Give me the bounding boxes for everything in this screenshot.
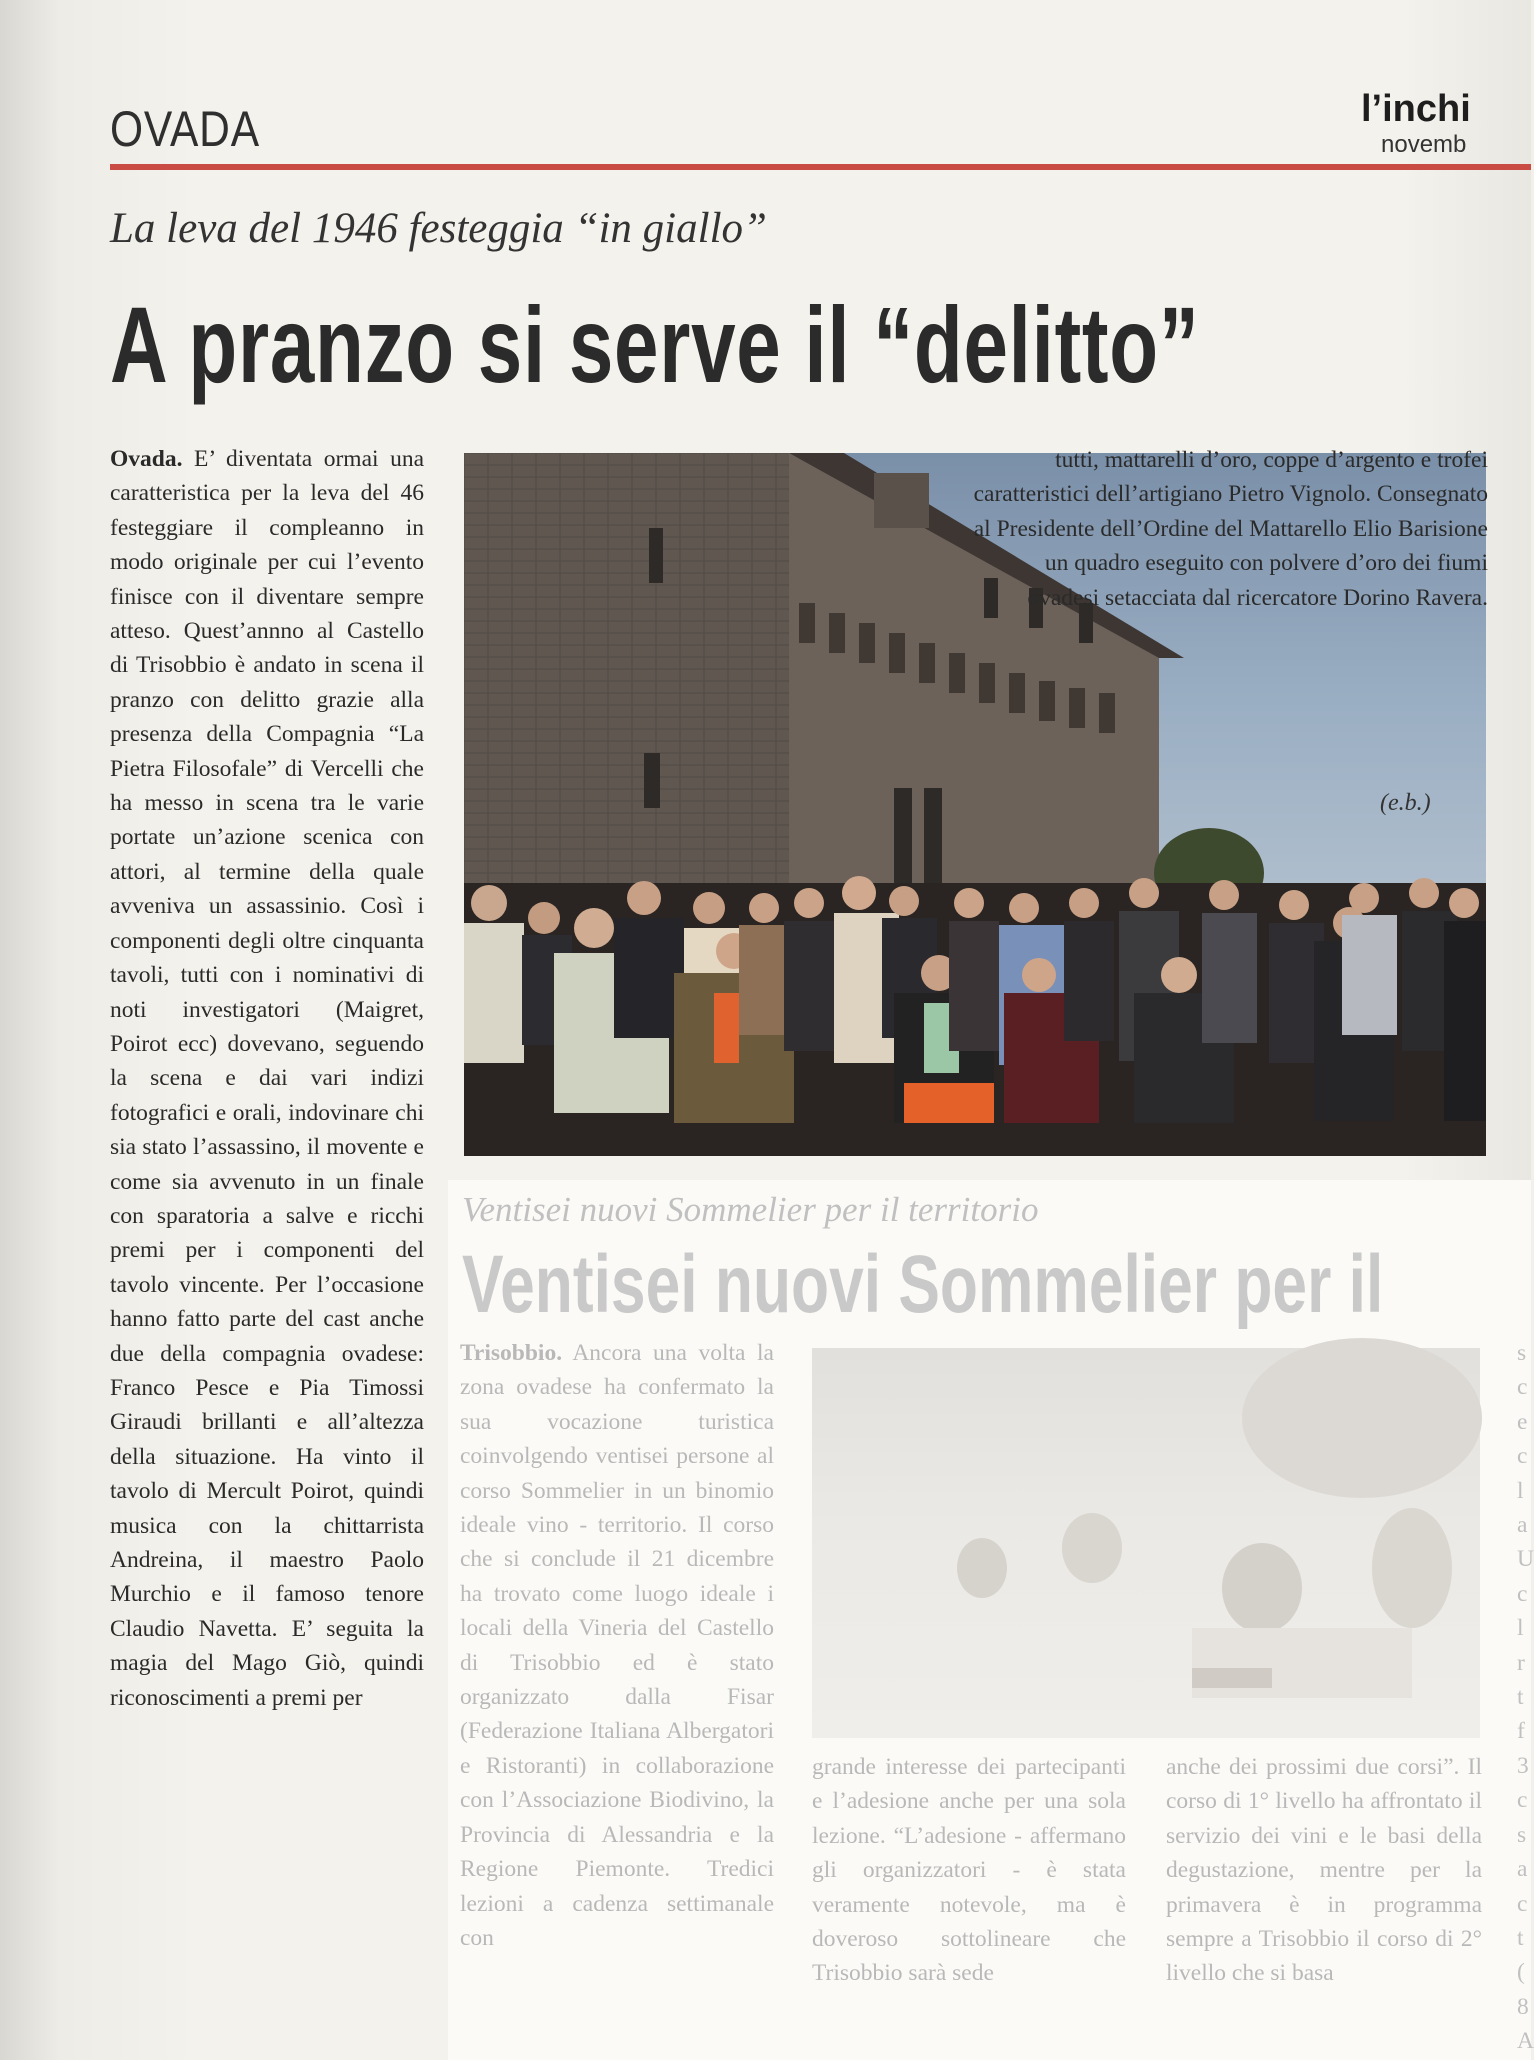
article1-signature: (e.b.) — [1380, 790, 1431, 816]
article1-body-left — [110, 442, 424, 1715]
article2-headline: Ventisei nuovi Sommelier per il — [462, 1239, 1384, 1330]
article2-column-1 — [460, 1336, 774, 1955]
article1-headline: A pranzo si serve il “delitto” — [110, 284, 1200, 405]
section-divider — [110, 164, 1531, 170]
article1-dateline: Ovada. — [110, 446, 183, 472]
article2-column-2: grande interesse dei partecipanti e l’adesione anche per una sola lezione. “L’adesione - affermano gli organizzatori - è stata veramente notevole, ma è doveroso sottolineare che Trisobbio sarà sede — [812, 1754, 1126, 1987]
article2-edge-text: s c e c l a U c l r t f 3 c s a c t ( 8 A — [1517, 1340, 1534, 2055]
sommelier-photo-drawing — [812, 1348, 1480, 1738]
article2-kicker: Ventisei nuovi Sommelier per il territorio — [462, 1190, 1039, 1229]
section-label: OVADA — [110, 101, 260, 157]
article1-body-left-text: E’ diventata ormai una caratteristica per la leva del 46 festeggiare il compleanno in modo originale per cui l’evento finisce con il diventare sempre atteso. Quest’annno al Castello di Trisobbio è andato in scena il pranzo con delitto grazie alla presenza della Compagnia “La Pietra Filosofale” di Vercelli che ha messo in scena tra le varie portate un’azione scenica con attori, al termine della quale avveniva un assassinio. Così i componenti degli oltre cinquanta tavoli, tutti con i nominativi di noti investigatori (Maigret, Poirot ecc) dovevano, seguendo la scena e dai vari indizi fotografici e orali, indovinare chi sia stato l’assassino, il movente e come sia avvenuto in un finale con sparatoria a salve e ricchi premi per i componenti del tavolo vincente. Per l’occasione hanno fatto parte del cast anche due della compagnia ovadese: Franco Pesce e Pia Timossi Giraudi brillanti e all’altezza della situazione. Ha vinto il tavolo di Mercult Poirot, quindi musica con la chittarrista Andreina, il maestro Paolo Murchio e il famoso tenore Claudio Navetta. E’ seguita la magia del Mago Giò, quindi riconoscimenti a premi per — [110, 446, 425, 1711]
masthead — [1331, 88, 1531, 159]
masthead-date: novemb — [1381, 131, 1467, 158]
article1-body-right: tutti, mattarelli d’oro, coppe d’argento e trofei caratteristici dell’artigiano Pietro Vignolo. Consegnato al Presidente dell’Ordine del Mattarello Elio Barisione un quadro eseguito con polvere d’oro dei fiumi ovadesi setacciata dal ricercatore Dorino Ravera. — [973, 447, 1488, 611]
masthead-name: l’inchi — [1361, 88, 1471, 130]
article2-column-3: anche dei prossimi due corsi”. Il corso di 1° livello ha affrontato il servizio dei vini e le basi della degustazione, mentre per la primavera è in programma sempre a Trisobbio il corso di 2° livello che si basa — [1166, 1754, 1482, 1987]
article1-kicker: La leva del 1946 festeggia “in giallo” — [110, 205, 767, 252]
article2-dateline: Trisobbio. — [460, 1340, 563, 1366]
article2-column-1-text: Ancora una volta la zona ovadese ha confermato la sua vocazione turistica coinvolgendo ventisei persone al corso Sommelier in un binomio ideale vino - territorio. Il corso che si conclude il 21 dicembre ha trovato come luogo ideale i locali della Vineria del Castello di Trisobbio ed è stato organizzato dalla Fisar (Federazione Italiana Albergatori e Ristoranti) in collaborazione con l’Associazione Biodivino, la Provincia di Alessandria e la Regione Piemonte. Tredici lezioni a cadenza settimanale con — [460, 1340, 774, 1951]
sommelier-course-photo — [812, 1348, 1480, 1738]
